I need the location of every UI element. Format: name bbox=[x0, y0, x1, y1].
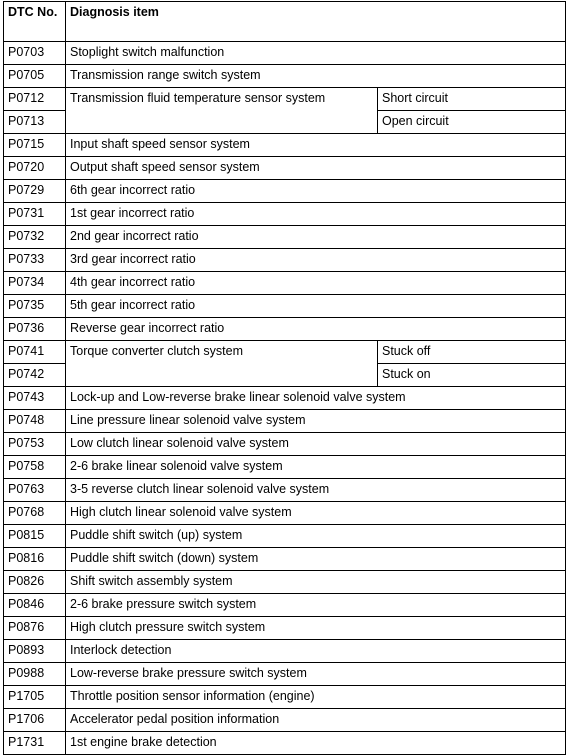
dtc-code: P0753 bbox=[4, 433, 66, 456]
table-row bbox=[4, 525, 566, 548]
table-row bbox=[4, 686, 566, 709]
table-row bbox=[4, 203, 566, 226]
dtc-code: P0733 bbox=[4, 249, 66, 272]
table-row bbox=[4, 180, 566, 203]
condition: Stuck on bbox=[377, 364, 565, 387]
table-row bbox=[4, 709, 566, 732]
diagnosis-item: 3-5 reverse clutch linear solenoid valve system bbox=[66, 479, 566, 502]
table-row bbox=[4, 479, 566, 502]
table-row bbox=[4, 134, 566, 157]
diagnosis-item: Low-reverse brake pressure switch system bbox=[66, 663, 566, 686]
table-row bbox=[4, 410, 566, 433]
diagnosis-item: 1st gear incorrect ratio bbox=[66, 203, 566, 226]
dtc-code: P0729 bbox=[4, 180, 66, 203]
dtc-code: P0736 bbox=[4, 318, 66, 341]
dtc-code: P0876 bbox=[4, 617, 66, 640]
diagnosis-item: Transmission fluid temperature sensor system bbox=[66, 88, 378, 134]
table-row bbox=[4, 387, 566, 410]
dtc-code: P0713 bbox=[4, 111, 66, 134]
dtc-code: P0846 bbox=[4, 594, 66, 617]
dtc-code: P0748 bbox=[4, 410, 66, 433]
table-row bbox=[4, 548, 566, 571]
table-row bbox=[4, 88, 566, 111]
diagnosis-item: Throttle position sensor information (engine) bbox=[66, 686, 566, 709]
diagnosis-item: Low clutch linear solenoid valve system bbox=[66, 433, 566, 456]
diagnosis-item: Transmission range switch system bbox=[66, 65, 566, 88]
table-row bbox=[4, 456, 566, 479]
diagnosis-item: 5th gear incorrect ratio bbox=[66, 295, 566, 318]
dtc-code: P1731 bbox=[4, 732, 66, 755]
dtc-code: P0734 bbox=[4, 272, 66, 295]
dtc-code: P0743 bbox=[4, 387, 66, 410]
dtc-code: P0988 bbox=[4, 663, 66, 686]
table-row bbox=[4, 571, 566, 594]
dtc-code: P0712 bbox=[4, 88, 66, 111]
diagnosis-item: Puddle shift switch (up) system bbox=[66, 525, 566, 548]
dtc-code: P0735 bbox=[4, 295, 66, 318]
condition: Stuck off bbox=[377, 341, 565, 364]
dtc-code: P0741 bbox=[4, 341, 66, 364]
diagnosis-item: Interlock detection bbox=[66, 640, 566, 663]
dtc-code: P0826 bbox=[4, 571, 66, 594]
table-row bbox=[4, 663, 566, 686]
diagnosis-item: Line pressure linear solenoid valve system bbox=[66, 410, 566, 433]
diagnosis-item: 3rd gear incorrect ratio bbox=[66, 249, 566, 272]
header-dtc: DTC No. bbox=[4, 2, 66, 42]
diagnosis-item: Lock-up and Low-reverse brake linear solenoid valve system bbox=[66, 387, 566, 410]
table-row bbox=[4, 295, 566, 318]
table-row bbox=[4, 318, 566, 341]
table-body bbox=[4, 42, 566, 755]
dtc-code: P0893 bbox=[4, 640, 66, 663]
dtc-code: P0758 bbox=[4, 456, 66, 479]
dtc-code: P0768 bbox=[4, 502, 66, 525]
diagnosis-item: Reverse gear incorrect ratio bbox=[66, 318, 566, 341]
table-row bbox=[4, 226, 566, 249]
table-row bbox=[4, 433, 566, 456]
table-row bbox=[4, 65, 566, 88]
condition: Short circuit bbox=[377, 88, 565, 111]
diagnosis-item: High clutch pressure switch system bbox=[66, 617, 566, 640]
table-row bbox=[4, 249, 566, 272]
dtc-code: P0705 bbox=[4, 65, 66, 88]
diagnosis-item: Input shaft speed sensor system bbox=[66, 134, 566, 157]
diagnosis-item: Accelerator pedal position information bbox=[66, 709, 566, 732]
table-row bbox=[4, 640, 566, 663]
dtc-code: P0703 bbox=[4, 42, 66, 65]
header-row bbox=[4, 2, 566, 42]
dtc-code: P0815 bbox=[4, 525, 66, 548]
table-row bbox=[4, 341, 566, 364]
diagnosis-item: 4th gear incorrect ratio bbox=[66, 272, 566, 295]
diagnosis-item: 2-6 brake pressure switch system bbox=[66, 594, 566, 617]
diagnosis-item: 1st engine brake detection bbox=[66, 732, 566, 755]
table-row bbox=[4, 594, 566, 617]
dtc-code: P1705 bbox=[4, 686, 66, 709]
diagnosis-item: 2-6 brake linear solenoid valve system bbox=[66, 456, 566, 479]
table-row bbox=[4, 157, 566, 180]
table-row bbox=[4, 732, 566, 755]
table-row bbox=[4, 502, 566, 525]
header-diagnosis-item: Diagnosis item bbox=[66, 2, 566, 42]
dtc-code: P0732 bbox=[4, 226, 66, 249]
diagnosis-item: High clutch linear solenoid valve system bbox=[66, 502, 566, 525]
diagnosis-item: Torque converter clutch system bbox=[66, 341, 378, 387]
dtc-code: P0731 bbox=[4, 203, 66, 226]
condition: Open circuit bbox=[377, 111, 565, 134]
dtc-code: P0715 bbox=[4, 134, 66, 157]
diagnosis-item: Stoplight switch malfunction bbox=[66, 42, 566, 65]
diagnosis-item: 2nd gear incorrect ratio bbox=[66, 226, 566, 249]
diagnosis-item: Output shaft speed sensor system bbox=[66, 157, 566, 180]
diagnosis-item: 6th gear incorrect ratio bbox=[66, 180, 566, 203]
dtc-code: P1706 bbox=[4, 709, 66, 732]
dtc-code: P0763 bbox=[4, 479, 66, 502]
diagnosis-item: Shift switch assembly system bbox=[66, 571, 566, 594]
table-row bbox=[4, 617, 566, 640]
dtc-code: P0816 bbox=[4, 548, 66, 571]
dtc-code: P0720 bbox=[4, 157, 66, 180]
table-row bbox=[4, 42, 566, 65]
dtc-code: P0742 bbox=[4, 364, 66, 387]
dtc-table bbox=[3, 1, 566, 755]
table-row bbox=[4, 272, 566, 295]
diagnosis-item: Puddle shift switch (down) system bbox=[66, 548, 566, 571]
